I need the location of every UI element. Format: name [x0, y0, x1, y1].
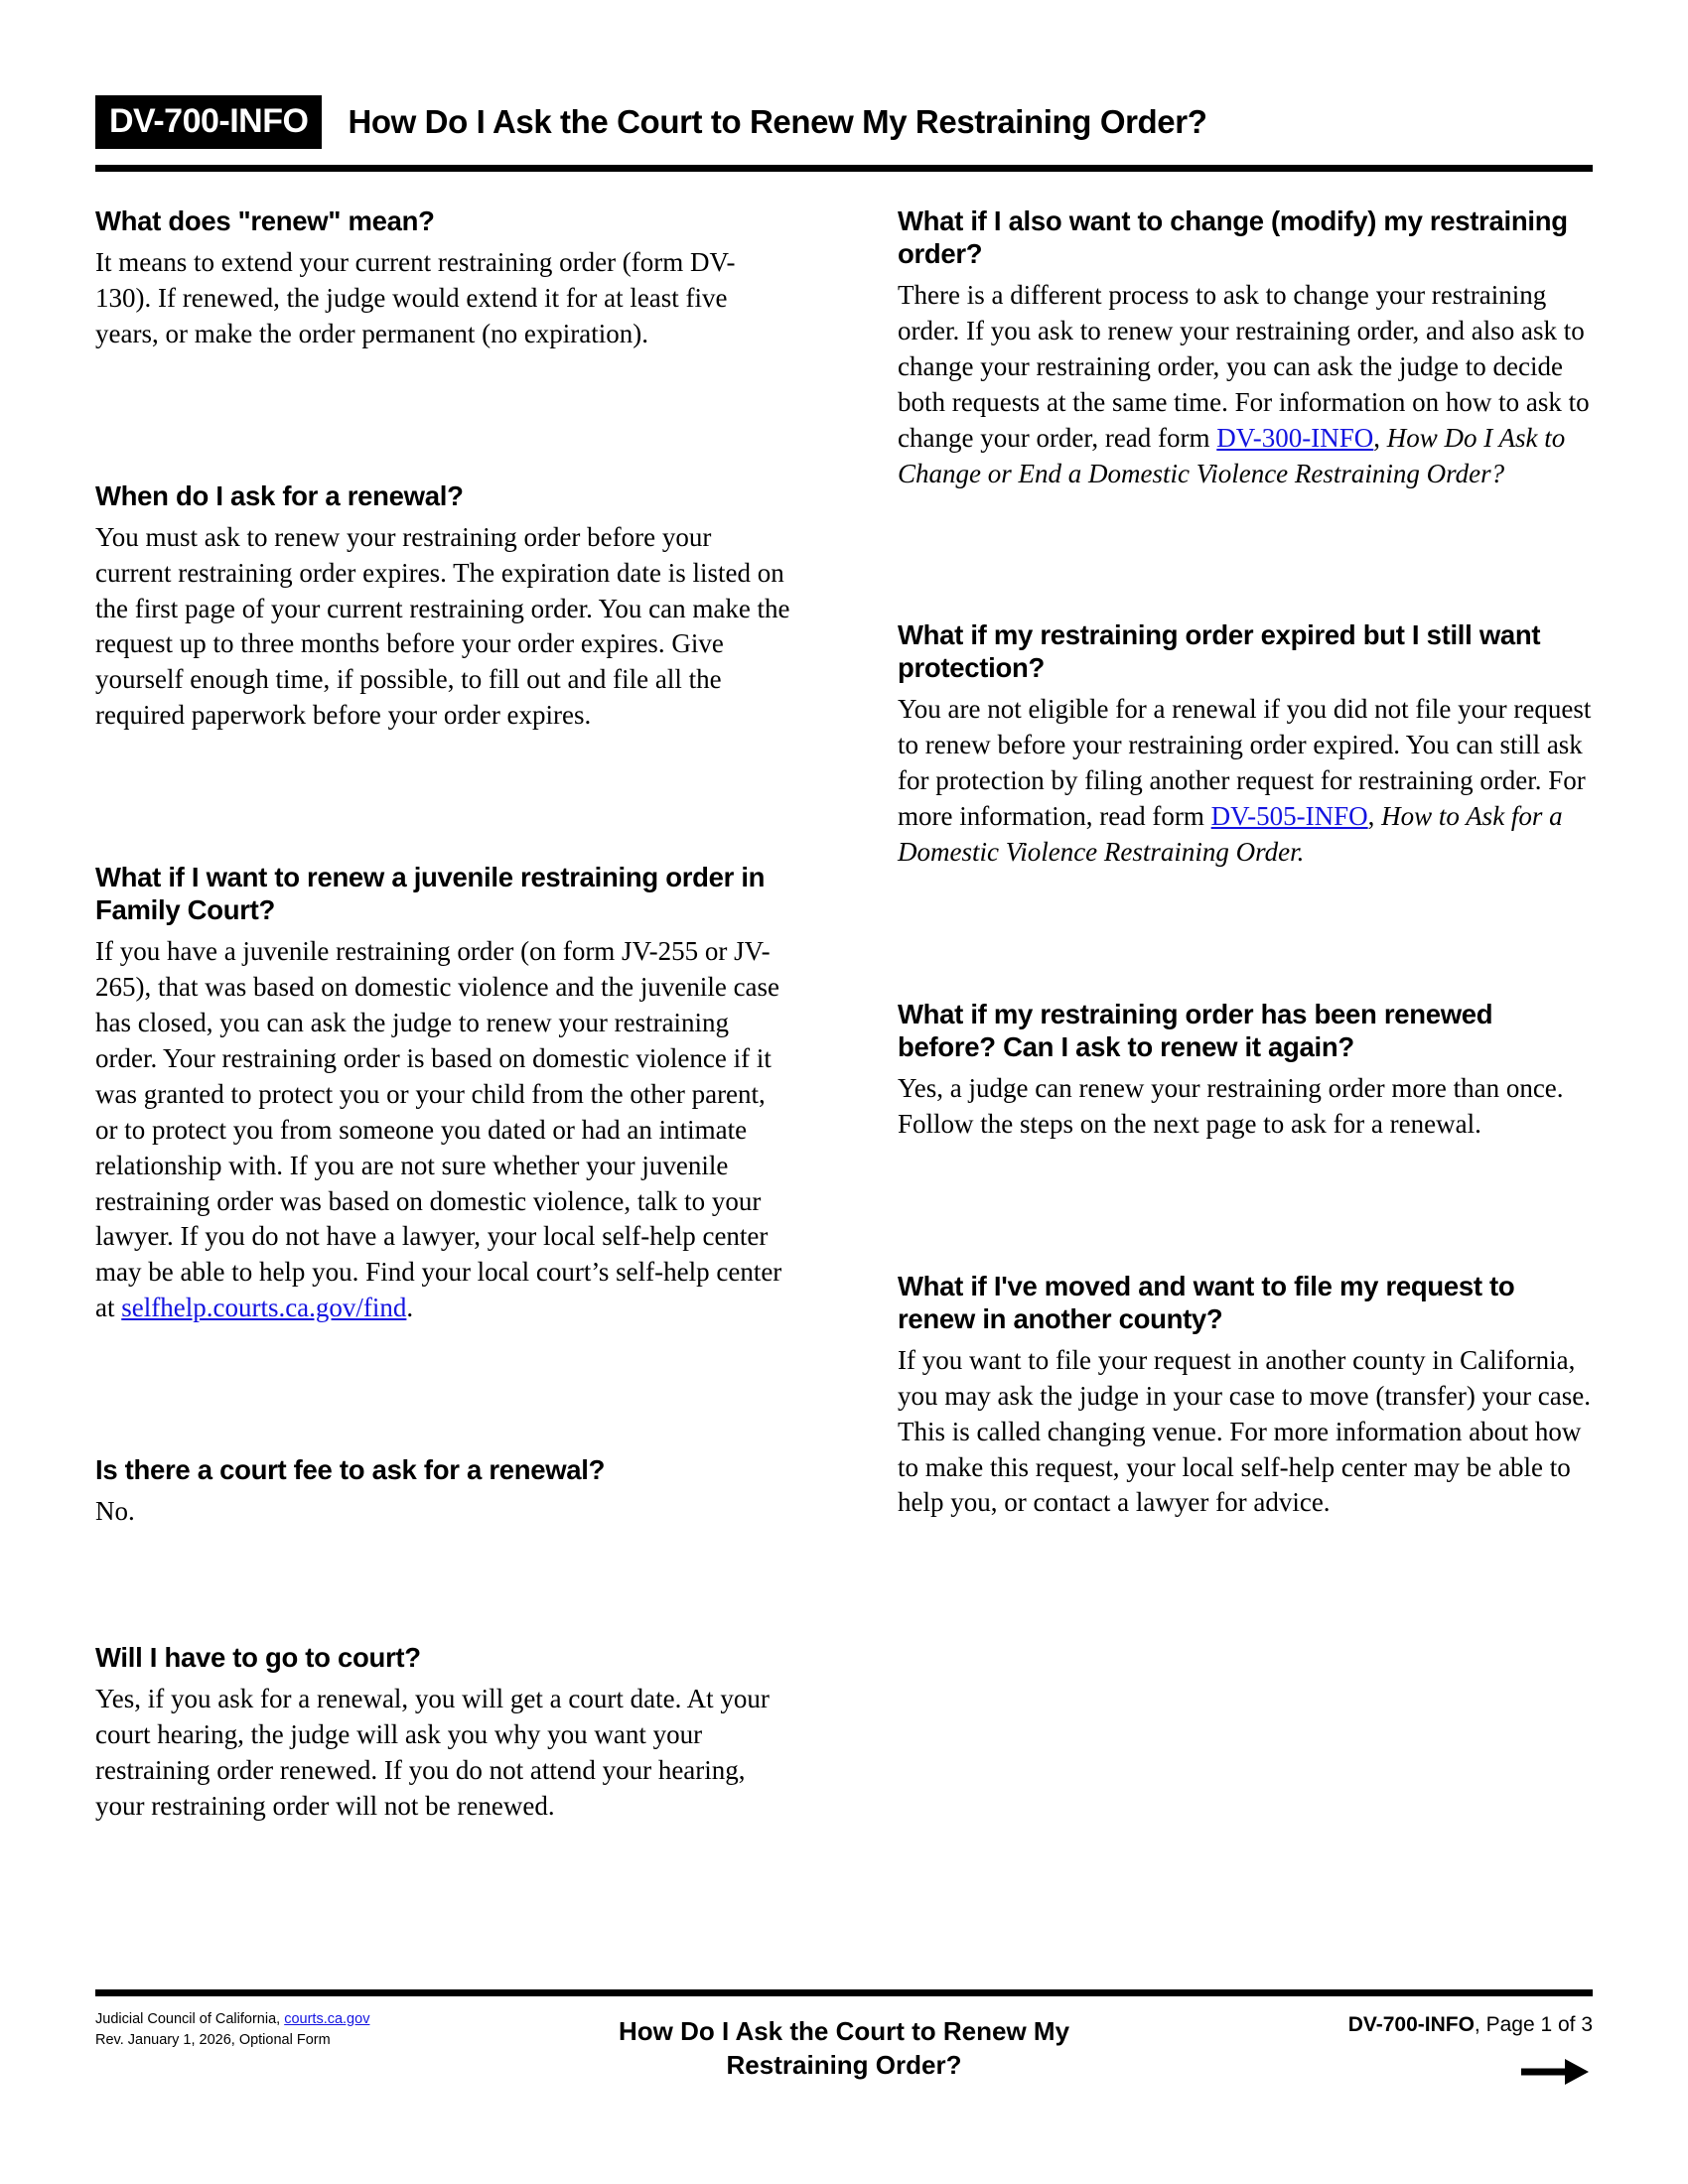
section-renewed-before	[898, 998, 1593, 1143]
dv-300-info-link[interactable]: DV-300-INFO	[1216, 422, 1374, 453]
section-body: It means to extend your current restraining order (form DV-130). If renewed, the judge would extend it for at least five years, or make the order permanent (no expiration).	[95, 247, 736, 348]
spacer	[95, 734, 790, 861]
section-body-tail: ,	[1367, 801, 1382, 832]
section-body-text: There is a different process to ask to change your restraining order. If you ask to renew your restraining order, and also ask to change your restraining order, you can ask the judge to decide both requests at the same time. For information on how to ask to change your order, read form	[898, 280, 1590, 453]
section-juvenile-order	[95, 861, 790, 1326]
section-expired-order	[898, 618, 1593, 871]
section-body-text: You are not eligible for a renewal if you did not file your request to renew before your restraining order expired. You can still ask for protection by filing another request for restraining order. For more information, read form	[898, 694, 1592, 832]
spacer	[95, 1530, 790, 1641]
spacer	[898, 491, 1593, 618]
section-body: If you want to file your request in another county in California, you may ask the judge in your case to move (transfer) your case. This is called changing venue. For more information about how to make this request, your local self-help center may be able to help you, or contact a lawyer for advice.	[898, 1344, 1592, 1518]
section-body	[95, 934, 790, 1326]
footer-revision: Rev. January 1, 2026, Optional Form	[95, 2032, 331, 2049]
spacer	[898, 1143, 1593, 1270]
form-number-badge: DV-700-INFO	[95, 95, 322, 149]
header-divider	[95, 165, 1593, 172]
section-body: Yes, a judge can renew your restraining order more than once. Follow the steps on the next page to ask for a renewal.	[898, 1072, 1564, 1139]
footer-page-info	[1348, 2013, 1593, 2037]
section-go-to-court	[95, 1641, 790, 1825]
section-moved-county	[898, 1270, 1593, 1522]
spacer	[898, 871, 1593, 998]
section-court-fee	[95, 1453, 790, 1530]
content-columns	[95, 205, 1593, 1825]
section-heading: When do I ask for a renewal?	[95, 479, 464, 511]
section-heading: Will I have to go to court?	[95, 1642, 421, 1674]
section-heading: What if I also want to change (modify) my restraining order?	[898, 205, 1568, 269]
document-footer	[95, 2007, 1593, 2126]
section-heading: What if I want to renew a juvenile restraining order in Family Court?	[95, 862, 766, 926]
selfhelp-center-link[interactable]: selfhelp.courts.ca.gov/find	[121, 1293, 407, 1323]
section-heading: What if my restraining order has been renewed before? Can I ask to renew it again?	[898, 998, 1493, 1062]
right-column	[898, 205, 1593, 1825]
section-body-tail: ,	[1373, 422, 1387, 453]
left-column	[95, 205, 790, 1825]
section-body-tail: .	[406, 1293, 414, 1323]
document-header	[95, 95, 1593, 149]
spacer	[95, 1326, 790, 1453]
section-heading: What if my restraining order expired but I still want protection?	[898, 619, 1541, 684]
form-title-italic: How to Ask for a Domestic Violence Restraining Order.	[898, 801, 1563, 868]
section-body	[898, 278, 1593, 491]
section-modify-order	[898, 205, 1593, 491]
footer-title-line-2: Restraining Order?	[726, 2049, 962, 2080]
page-title: How Do I Ask the Court to Renew My Restraining Order?	[348, 103, 1207, 140]
form-title-italic: How Do I Ask to Change or End a Domestic Violence Restraining Order?	[898, 422, 1566, 488]
footer-title-line-1: How Do I Ask the Court to Renew My	[618, 2016, 1070, 2046]
section-heading: What does "renew" mean?	[95, 205, 435, 236]
footer-form-number: DV-700-INFO	[1347, 2013, 1475, 2036]
section-body	[898, 692, 1593, 871]
section-body: You must ask to renew your restraining order before your current restraining order expires. The expiration date is listed on the first page of your current restraining order. You can make the request up to three months before your order expires. Give yourself enough time, if possible, to fill out and file all the required paperwork before your order expires.	[95, 521, 790, 731]
footer-page-label: , Page 1 of 3	[1474, 2013, 1593, 2036]
section-when-ask	[95, 479, 790, 734]
section-body: Yes, if you ask for a renewal, you will get a court date. At your court hearing, the judge will ask you why you want your restraining order renewed. If you do not attend your hearing, your restraining order will not be renewed.	[95, 1684, 770, 1821]
section-body-text: If you have a juvenile restraining order (on form JV-255 or JV-265), that was based on domestic violence and the juvenile case has closed, you can ask the judge to renew your restraining order. Your restraining order is based on domestic violence if it was granted to protect you or your child from the other parent, or to protect you from someone you dated or had an intimate relationship with. If you are not sure whether your juvenile restraining order was based on domestic violence, talk to your lawyer. If you do not have a lawyer, your local self-help center may be able to help you. Find your local court’s self-help center at	[95, 936, 782, 1323]
footer-divider	[95, 1989, 1593, 1996]
section-body: No.	[95, 1496, 135, 1527]
courts-ca-gov-link[interactable]: courts.ca.gov	[284, 2011, 370, 2027]
next-page-arrow-icon	[1519, 2055, 1589, 2089]
section-heading: Is there a court fee to ask for a renewal?	[95, 1454, 606, 1486]
dv-505-info-link[interactable]: DV-505-INFO	[1210, 801, 1368, 832]
spacer	[95, 352, 790, 479]
section-renew-mean	[95, 205, 790, 352]
section-heading: What if I've moved and want to file my request to renew in another county?	[898, 1270, 1515, 1334]
footer-agency-text: Judicial Council of California,	[95, 2011, 285, 2027]
